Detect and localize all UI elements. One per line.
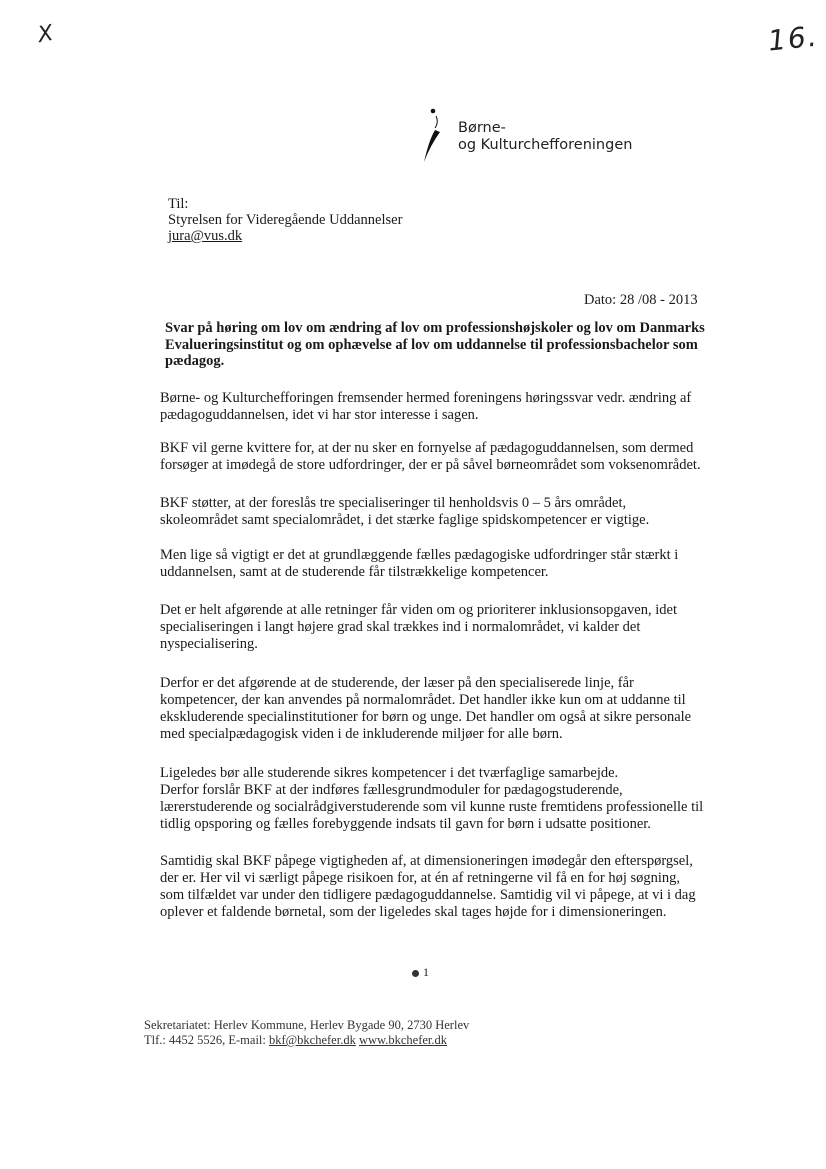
footer-contact-prefix: Tlf.: 4452 5526, E-mail: <box>144 1033 266 1047</box>
text-line: med specialpædagogisk viden i de inkluderende miljøer for alle børn. <box>160 726 563 742</box>
footer-contact <box>144 1033 469 1048</box>
text-line: som tilfældet var under den tidligere pædagoguddannelse. Samtidig vil vi påpege, at vi i dag <box>160 887 696 903</box>
page-indicator <box>412 965 429 980</box>
text-line: nyspecialisering. <box>160 636 258 652</box>
text-line: BKF støtter, at der foreslås tre specialiseringer til henholdsvis 0 – 5 års området, <box>160 495 627 511</box>
footer-address: Sekretariatet: Herlev Kommune, Herlev Bygade 90, 2730 Herlev <box>144 1018 470 1032</box>
body-paragraph <box>160 602 716 653</box>
recipient-block <box>168 196 402 244</box>
text-line: specialiseringen i langt højere grad skal trækkes ind i normalområdet, vi kalder det <box>160 619 641 635</box>
page-indicator-number: 1 <box>423 965 429 979</box>
org-name-line-1: Børne- <box>458 120 506 136</box>
text-line: Men lige så vigtigt er det at grundlæggende fælles pædagogiske udfordringer står stærkt i <box>160 547 679 563</box>
letter-subject: Svar på høring om lov om ændring af lov om professionshøjskoler og lov om Danmarks Evalueringsinstitut og om ophævelse af lov om uddannelse til professionsbachelor som pædagog. <box>165 320 705 369</box>
leaf-figure-icon <box>418 106 458 170</box>
handwritten-x-mark: X <box>35 20 56 49</box>
bullet-icon <box>412 970 419 977</box>
text-line: tidlig opsporing og fælles forebyggende indsats til gavn for børn i udsatte positioner. <box>160 816 651 832</box>
text-line: Børne- og Kulturchefforingen fremsender hermed foreningens høringssvar vedr. ændring af <box>160 390 692 406</box>
letter-date: Dato: 28 /08 - 2013 <box>584 292 698 308</box>
text-line: der er. Her vil vi særligt påpege risikoen for, at én af retningerne vil få en for høj søgning, <box>160 870 681 886</box>
letter-footer <box>144 1018 469 1048</box>
text-line: Derfor er det afgørende at de studerende, der læser på den specialiserede linje, får <box>160 675 634 691</box>
text-line: Samtidig skal BKF påpege vigtigheden af, at dimensioneringen imødegår den efterspørgsel, <box>160 853 693 869</box>
text-line: ekskluderende specialinstitutioner for børn og unge. Det handler om også at sikre personale <box>160 709 692 725</box>
text-line: forsøger at imødegå de store udfordringer, der er på såvel børneområdet som voksenområdet. <box>160 457 701 473</box>
footer-website-link[interactable]: www.bkchefer.dk <box>358 1033 448 1047</box>
text-line: BKF vil gerne kvittere for, at der nu sker en fornyelse af pædagoguddannelsen, som dermed <box>160 440 694 456</box>
text-line: skoleområdet samt specialområdet, i det stærke faglige spidskompetencer er vigtige. <box>160 512 650 528</box>
organization-logo <box>418 106 648 170</box>
text-line: pædagoguddannelsen, idet vi har stor interesse i sagen. <box>160 407 479 423</box>
body-paragraph <box>160 390 716 424</box>
body-paragraph <box>160 440 716 474</box>
text-line: oplever et faldende børnetal, som der ligeledes skal tages højde for i dimensioneringen. <box>160 904 667 920</box>
text-line: Derfor forslår BKF at der indføres fællesgrundmoduler for pædagogstuderende, <box>160 782 623 798</box>
body-paragraph <box>160 765 716 833</box>
handwritten-page-number: 16. <box>766 19 821 58</box>
body-paragraph <box>160 495 716 529</box>
body-paragraph <box>160 675 716 743</box>
text-line: uddannelsen, samt at de studerende får tilstrækkelige kompetencer. <box>160 564 549 580</box>
text-line: Ligeledes bør alle studerende sikres kompetencer i det tværfaglige samarbejde. <box>160 765 619 781</box>
text-line: kompetencer, der kan anvendes på normalområdet. Det handler ikke kun om at uddanne til <box>160 692 686 708</box>
text-line: lærerstuderende og socialrådgiverstuderende som vil kunne ruste fremtidens professionelle til <box>160 799 704 815</box>
text-line: Det er helt afgørende at alle retninger får viden om og prioriterer inklusionsopgaven, idet <box>160 602 677 618</box>
body-paragraph <box>160 547 716 581</box>
body-paragraph <box>160 853 716 921</box>
recipient-email: jura@vus.dk <box>168 228 243 244</box>
recipient-name: Styrelsen for Videregående Uddannelser <box>168 212 403 228</box>
recipient-label: Til: <box>168 196 189 212</box>
footer-email-link[interactable]: bkf@bkchefer.dk <box>268 1033 356 1047</box>
org-name-line-2: og Kulturchefforeningen <box>458 137 633 153</box>
